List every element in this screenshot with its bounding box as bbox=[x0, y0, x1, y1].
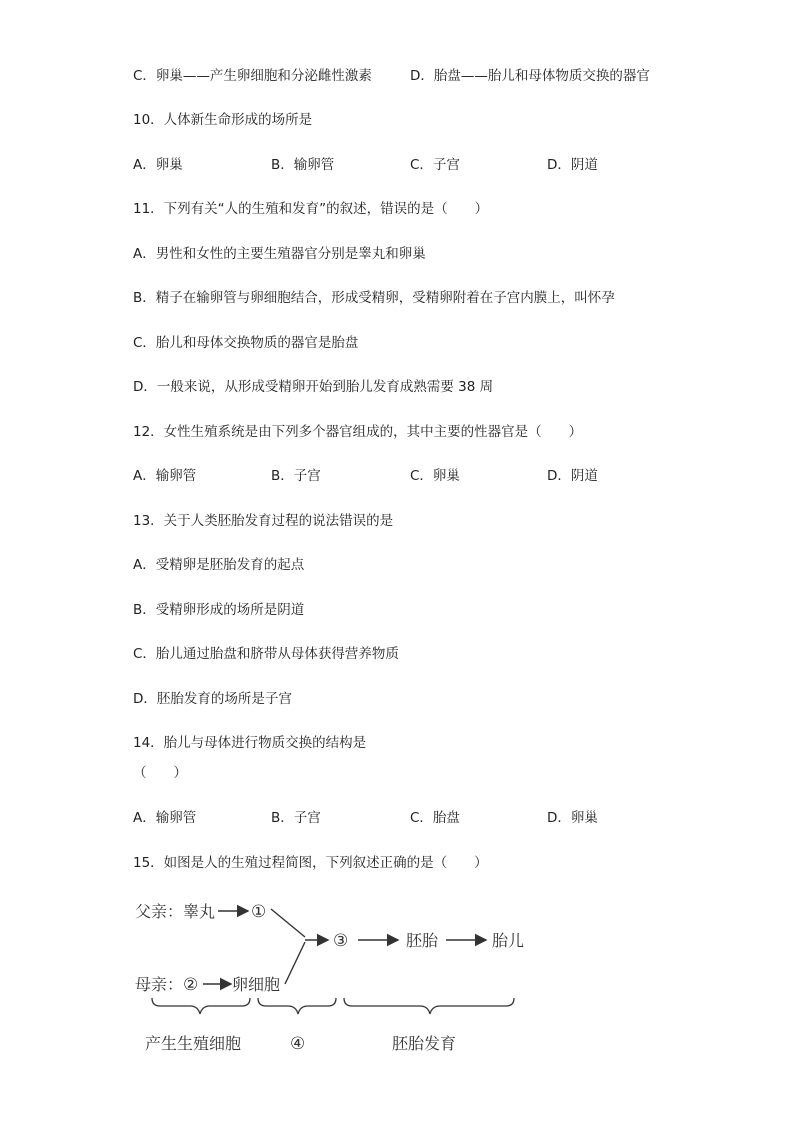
q12-options bbox=[133, 467, 693, 485]
gametes-label: 产生生殖细胞 bbox=[145, 1034, 242, 1053]
mother-label: 母亲： bbox=[135, 975, 184, 994]
q10-options bbox=[133, 156, 693, 174]
q13-stem: 13．关于人类胚胎发育过程的说法错误的是 bbox=[133, 513, 394, 529]
q10-option-d: D．阴道 bbox=[547, 157, 598, 173]
egg-label: 卵细胞 bbox=[232, 975, 281, 994]
line-1-to-merge bbox=[271, 909, 305, 937]
brace-gametes bbox=[152, 998, 250, 1014]
q14-option-a: A．输卵管 bbox=[133, 810, 197, 826]
q13-option-b: B．受精卵形成的场所是阴道 bbox=[133, 602, 305, 618]
father-testis-label: 父亲：睾丸 bbox=[135, 902, 216, 921]
q11-option-a: A．男性和女性的主要生殖器官分别是睾丸和卵巢 bbox=[133, 246, 426, 262]
q14-option-b: B．子宫 bbox=[271, 810, 321, 826]
q9-option-c: C．卵巢——产生卵细胞和分泌雌性激素 bbox=[133, 68, 372, 84]
label-1: ① bbox=[251, 902, 267, 922]
q12-option-a: A．输卵管 bbox=[133, 468, 197, 484]
q11-option-b: B．精子在输卵管与卵细胞结合，形成受精卵，受精卵附着在子宫内膜上，叫怀孕 bbox=[133, 290, 615, 306]
q10-option-c: C．子宫 bbox=[410, 157, 460, 173]
q13-option-d: D．胚胎发育的场所是子宫 bbox=[133, 691, 292, 707]
q11-option-c: C．胎儿和母体交换物质的器官是胎盘 bbox=[133, 335, 359, 351]
label-3: ③ bbox=[333, 931, 349, 951]
q14-options bbox=[133, 809, 693, 827]
q13-option-c: C．胎儿通过胎盘和脐带从母体获得营养物质 bbox=[133, 646, 399, 662]
q10-stem: 10．人体新生命形成的场所是 bbox=[133, 112, 313, 128]
q15-stem: 15．如图是人的生殖过程简图，下列叙述正确的是（ ） bbox=[133, 855, 488, 871]
brace-development bbox=[344, 998, 514, 1014]
q10-option-a: A．卵巢 bbox=[133, 157, 183, 173]
development-label: 胚胎发育 bbox=[392, 1034, 457, 1053]
label-4: ④ bbox=[290, 1034, 306, 1054]
q14-option-d: D．卵巢 bbox=[547, 810, 598, 826]
q12-option-b: B．子宫 bbox=[271, 468, 321, 484]
q12-stem: 12．女性生殖系统是由下列多个器官组成的，其中主要的性器官是（ ） bbox=[133, 424, 583, 440]
q11-option-d: D．一般来说，从形成受精卵开始到胎儿发育成熟需要 38 周 bbox=[133, 379, 494, 395]
line-egg-to-merge bbox=[285, 942, 305, 984]
q12-option-c: C．卵巢 bbox=[410, 468, 460, 484]
fetus-label: 胎儿 bbox=[492, 931, 525, 950]
q14-option-c: C．胎盘 bbox=[410, 810, 460, 826]
q10-option-b: B．输卵管 bbox=[271, 157, 335, 173]
label-2: ② bbox=[183, 975, 199, 995]
q9-option-d: D．胎盘——胎儿和母体物质交换的器官 bbox=[410, 68, 650, 84]
q14-stem: 14．胎儿与母体进行物质交换的结构是 bbox=[133, 735, 367, 751]
q13-option-a: A．受精卵是胚胎发育的起点 bbox=[133, 557, 305, 573]
reproduction-process-diagram bbox=[130, 890, 530, 1065]
q14-answer-blank: （ ） bbox=[133, 765, 187, 781]
q12-option-d: D．阴道 bbox=[547, 468, 598, 484]
q11-stem: 11．下列有关“人的生殖和发育”的叙述，错误的是（ ） bbox=[133, 201, 489, 217]
embryo-label: 胚胎 bbox=[406, 931, 439, 950]
brace-fertilization bbox=[258, 998, 336, 1014]
